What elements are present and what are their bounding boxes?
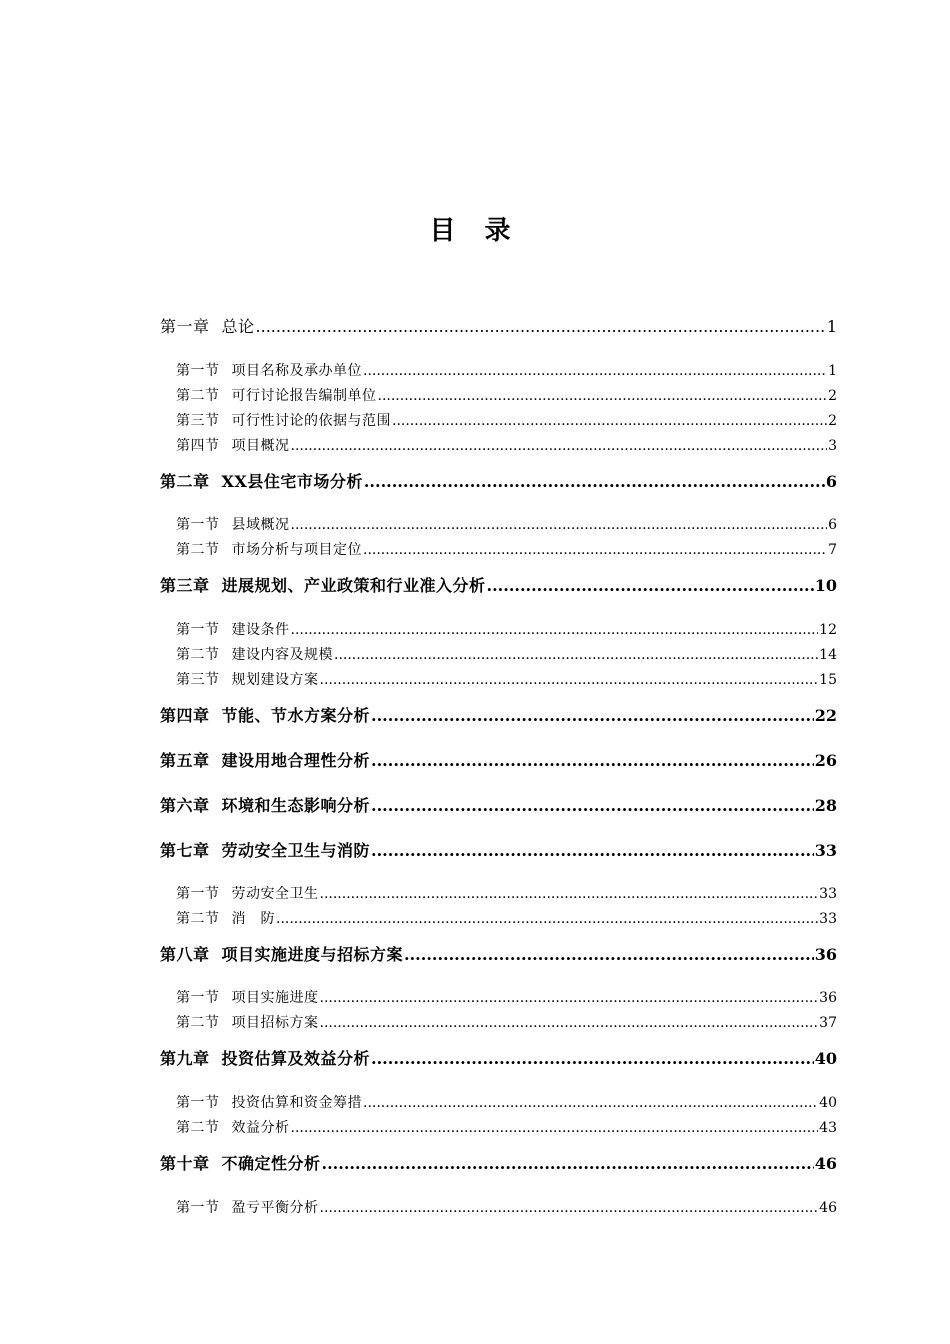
toc-chapter-label: 第九章 <box>160 1049 210 1068</box>
toc-section-title: 劳动安全卫生 <box>231 886 319 902</box>
toc-chapter-title: 进展规划、产业政策和行业准入分析 <box>221 576 486 595</box>
toc-section-1-1[interactable] <box>176 360 837 380</box>
toc-page-number: 33 <box>819 886 837 902</box>
toc-section-label: 第三节 <box>176 413 220 429</box>
toc-page-number: 46 <box>814 1154 837 1173</box>
toc-leader-dots <box>291 517 828 533</box>
toc-section-3-2[interactable] <box>176 644 837 664</box>
toc-section-title: 县域概况 <box>231 517 290 533</box>
toc-page-number: 14 <box>819 647 837 663</box>
toc-section-title: 项目名称及承办单位 <box>231 363 362 379</box>
toc-chapter-title: 环境和生态影响分析 <box>221 796 371 815</box>
toc-section-1-4[interactable] <box>176 435 837 455</box>
toc-chapter-8[interactable] <box>160 942 837 965</box>
toc-section-label: 第二节 <box>176 542 220 558</box>
toc-section-title: 项目实施进度 <box>231 990 319 1006</box>
toc-section-9-2[interactable] <box>176 1117 837 1137</box>
toc-page-number: 28 <box>814 796 837 815</box>
toc-page-number: 2 <box>828 413 837 429</box>
toc-section-8-2[interactable] <box>176 1012 837 1032</box>
toc-leader-dots <box>363 1095 818 1111</box>
toc-page-number: 15 <box>819 672 837 688</box>
toc-leader-dots <box>320 1015 819 1031</box>
toc-leader-dots <box>487 576 814 595</box>
toc-section-label: 第四节 <box>176 438 220 454</box>
toc-chapter-label: 第八章 <box>160 945 210 964</box>
toc-leader-dots <box>291 622 819 638</box>
toc-leader-dots <box>320 1200 819 1216</box>
toc-section-8-1[interactable] <box>176 987 837 1007</box>
toc-chapter-label: 第一章 <box>160 317 210 336</box>
toc-section-title: 效益分析 <box>231 1120 290 1136</box>
toc-section-2-2[interactable] <box>176 539 837 559</box>
toc-section-title: 项目概况 <box>231 438 290 454</box>
toc-page-number: 43 <box>819 1120 837 1136</box>
toc-page-number: 1 <box>826 317 837 336</box>
toc-leader-dots <box>392 413 827 429</box>
toc-chapter-9[interactable] <box>160 1046 837 1069</box>
toc-page-number: 3 <box>828 438 837 454</box>
toc-section-label: 第二节 <box>176 388 220 404</box>
toc-chapter-title: XX县住宅市场分析 <box>221 472 363 491</box>
toc-section-label: 第二节 <box>176 1015 220 1031</box>
toc-page-number: 6 <box>828 517 837 533</box>
toc-leader-dots <box>371 751 814 770</box>
toc-chapter-title: 建设用地合理性分析 <box>221 751 371 770</box>
toc-page-number: 12 <box>819 622 837 638</box>
toc-section-title: 项目招标方案 <box>231 1015 319 1031</box>
toc-section-2-1[interactable] <box>176 514 837 534</box>
toc-chapter-2[interactable] <box>160 469 837 492</box>
toc-section-1-2[interactable] <box>176 385 837 405</box>
toc-page-number: 1 <box>828 363 837 379</box>
toc-chapter-title: 劳动安全卫生与消防 <box>221 841 371 860</box>
toc-leader-dots <box>276 911 818 927</box>
toc-chapter-label: 第七章 <box>160 841 210 860</box>
toc-section-title: 可行性讨论的依据与范围 <box>231 413 391 429</box>
toc-leader-dots <box>371 796 814 815</box>
toc-chapter-title: 总论 <box>221 317 255 336</box>
toc-section-label: 第一节 <box>176 1200 220 1216</box>
toc-page-number: 26 <box>814 751 837 770</box>
toc-leader-dots <box>291 1120 819 1136</box>
toc-chapter-7[interactable] <box>160 838 837 861</box>
toc-section-1-3[interactable] <box>176 410 837 430</box>
toc-section-10-1[interactable] <box>176 1197 837 1217</box>
toc-section-title: 建设条件 <box>231 622 290 638</box>
toc-leader-dots <box>322 1154 814 1173</box>
toc-leader-dots <box>371 841 814 860</box>
toc-section-label: 第一节 <box>176 1095 220 1111</box>
toc-section-label: 第一节 <box>176 363 220 379</box>
page-title: 目 录 <box>429 216 521 246</box>
toc-chapter-3[interactable] <box>160 573 837 596</box>
toc-chapter-title: 投资估算及效益分析 <box>221 1049 371 1068</box>
toc-chapter-title: 项目实施进度与招标方案 <box>221 945 404 964</box>
toc-leader-dots <box>378 388 828 404</box>
toc-page-number: 46 <box>819 1200 837 1216</box>
toc-section-9-1[interactable] <box>176 1092 837 1112</box>
toc-leader-dots <box>320 672 819 688</box>
toc-section-label: 第一节 <box>176 990 220 1006</box>
toc-section-title: 消 防 <box>231 911 275 927</box>
toc-leader-dots <box>404 945 814 964</box>
toc-chapter-title: 节能、节水方案分析 <box>221 706 371 725</box>
toc-page-number: 33 <box>814 841 837 860</box>
toc-chapter-4[interactable] <box>160 703 837 726</box>
toc-page-number: 33 <box>819 911 837 927</box>
toc-section-3-1[interactable] <box>176 619 837 639</box>
toc-section-label: 第二节 <box>176 1120 220 1136</box>
toc-section-7-2[interactable] <box>176 908 837 928</box>
toc-chapter-label: 第六章 <box>160 796 210 815</box>
toc-section-title: 建设内容及规模 <box>231 647 333 663</box>
toc-section-7-1[interactable] <box>176 883 837 903</box>
toc-section-title: 可行讨论报告编制单位 <box>231 388 377 404</box>
toc-leader-dots <box>363 542 827 558</box>
toc-page-number: 40 <box>814 1049 837 1068</box>
toc-leader-dots <box>371 1049 814 1068</box>
toc-section-label: 第一节 <box>176 517 220 533</box>
toc-page-number: 37 <box>819 1015 837 1031</box>
toc-leader-dots <box>320 990 819 1006</box>
toc-page-number: 6 <box>825 472 837 491</box>
toc-section-title: 盈亏平衡分析 <box>231 1200 319 1216</box>
toc-page-number: 36 <box>819 990 837 1006</box>
toc-chapter-5[interactable] <box>160 748 837 771</box>
toc-page-number: 2 <box>828 388 837 404</box>
toc-chapter-label: 第十章 <box>160 1154 210 1173</box>
toc-chapter-10[interactable] <box>160 1151 837 1174</box>
toc-chapter-label: 第三章 <box>160 576 210 595</box>
toc-chapter-title: 不确定性分析 <box>221 1154 321 1173</box>
toc-chapter-label: 第二章 <box>160 472 210 491</box>
toc-section-label: 第二节 <box>176 911 220 927</box>
toc-section-title: 规划建设方案 <box>231 672 319 688</box>
toc-page-number: 36 <box>814 945 837 964</box>
toc-page-number: 10 <box>814 576 837 595</box>
toc-leader-dots <box>334 647 818 663</box>
toc-section-label: 第一节 <box>176 622 220 638</box>
toc-leader-dots <box>320 886 819 902</box>
toc-leader-dots <box>291 438 828 454</box>
toc-page-number: 40 <box>819 1095 837 1111</box>
toc-leader-dots <box>363 363 827 379</box>
toc-leader-dots <box>256 317 826 336</box>
toc-chapter-6[interactable] <box>160 793 837 816</box>
toc-section-3-3[interactable] <box>176 669 837 689</box>
toc-chapter-label: 第五章 <box>160 751 210 770</box>
toc-section-label: 第一节 <box>176 886 220 902</box>
toc-section-title: 投资估算和资金筹措 <box>231 1095 362 1111</box>
toc-chapter-label: 第四章 <box>160 706 210 725</box>
toc-leader-dots <box>371 706 814 725</box>
toc-chapter-1[interactable] <box>160 314 837 337</box>
toc-page-number: 22 <box>814 706 837 725</box>
toc-section-label: 第二节 <box>176 647 220 663</box>
toc-section-title: 市场分析与项目定位 <box>231 542 362 558</box>
toc-section-label: 第三节 <box>176 672 220 688</box>
toc-leader-dots <box>364 472 825 491</box>
toc-page-number: 7 <box>828 542 837 558</box>
